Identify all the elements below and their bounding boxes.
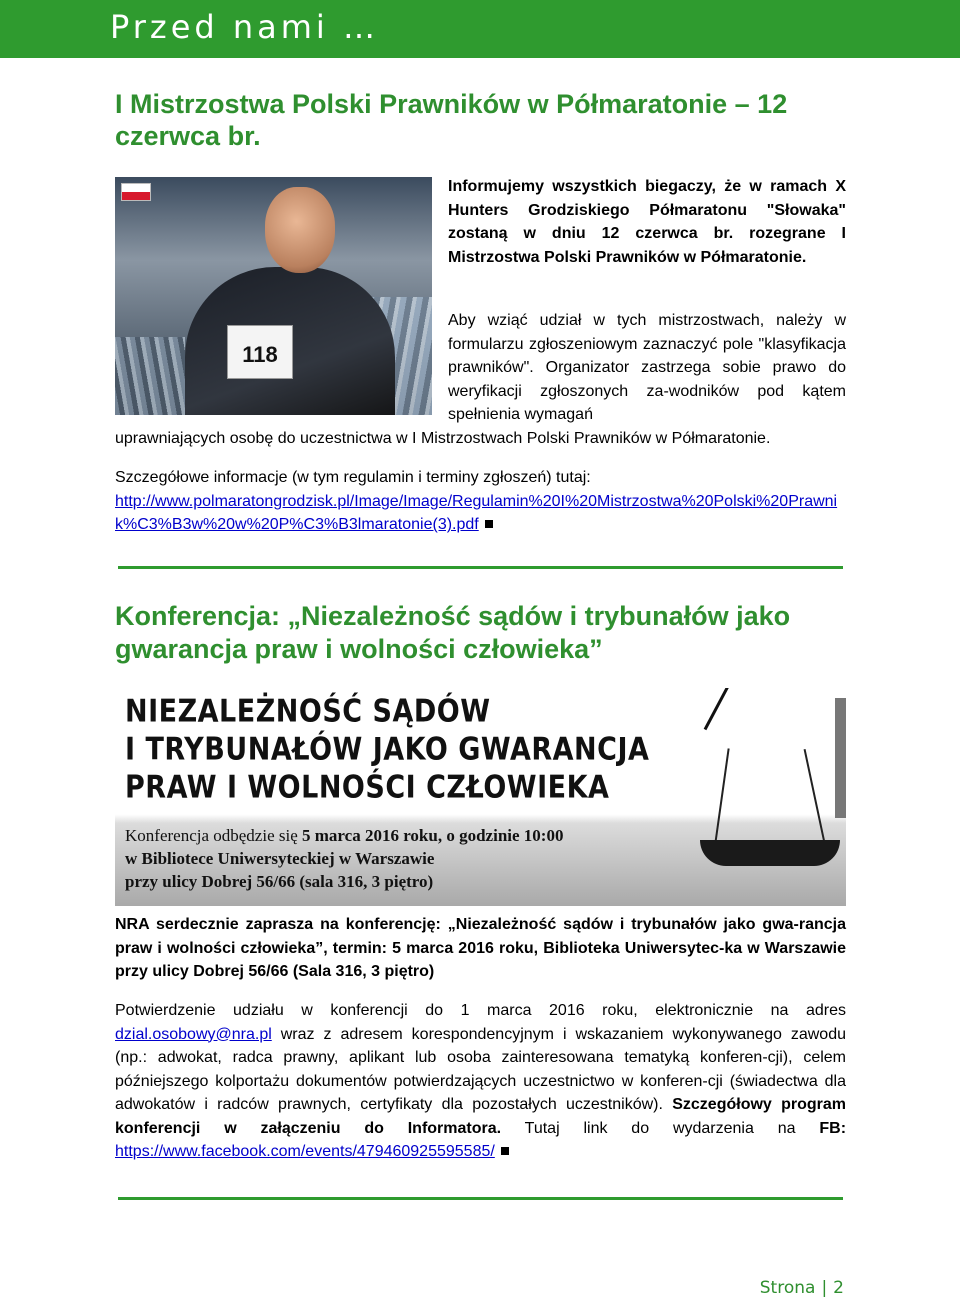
article1-intro: Informujemy wszystkich biegaczy, że w ramach X Hunters Grodziskiego Półmaratonu "Słowaka" zostaną w dniu 12 czerwca br. rozegrane I Mistrzostwa Polski Prawników w Półmaratonie. <box>448 178 846 266</box>
end-mark-icon <box>485 520 493 528</box>
page-header <box>0 0 960 58</box>
conference-confirmation: Potwierdzenie udziału w konferencji do 1 marca 2016 roku, elektronicznie na adres dzial.osobowy@nra.pl wraz z adresem korespondencyjnym i wskazaniem wykonywanego zawodu (np.: adwokat, radca prawny, aplikant lub osoba zainteresowana tematyką konferen-cji), celem późniejszego kolportażu dokumentów potwierdzających uczestnictwo w konferen-cji (świadectwa dla adwokatów i radców prawnych, certyfikaty dla pozostałych uczestników). Szczegółowy program konferencji w załączeniu do Informatora. Tutaj link do wydarzenia na FB: https://www.facebook.com/events/479460925595585/ <box>115 1002 847 1160</box>
article1-title: I Mistrzostwa Polski Prawników w Półmaratonie – 12 czerwca br. <box>115 89 788 151</box>
poster-line-2: I TRYBUNAŁÓW JAKO GWARANCJA <box>125 732 650 768</box>
poster-line-1: NIEZALEŻNOŚĆ SĄDÓW <box>125 694 491 730</box>
article1-paragraph-right: Aby wziąć udział w tych mistrzostwach, należy w formularzu zgłoszeniowym zaznaczyć pole "klasyfikacja prawników". Organizator zastrzega sobie prawo do weryfikacji zgłoszonych za-wodników pod kątem spełnienia wymagań <box>448 312 846 423</box>
regulamin-link[interactable]: http://www.polmaratongrodzisk.pl/Image/Image/Regulamin%20I%20Mistrzostwa%20Polski%20Prawnik%C3%B3w%20w%20P%C3%B3lmaratonie(3).pdf <box>115 492 838 533</box>
article1-details <box>115 466 846 537</box>
end-mark-icon <box>501 1147 509 1155</box>
poster-line-3: PRAW I WOLNOŚCI CZŁOWIEKA <box>125 770 610 806</box>
runner-photo <box>115 177 432 415</box>
poster-sub-3: przy ulicy Dobrej 56/66 (sala 316, 3 piętro) <box>125 872 434 891</box>
race-bib: 118 <box>227 325 293 379</box>
page-number: 2 <box>833 1278 844 1298</box>
footer-label: Strona <box>759 1278 816 1298</box>
conference-invite: NRA serdecznie zaprasza na konferencję: „Niezależność sądów i trybunałów jako gwa-rancja praw i wolności człowieka”, termin: 5 marca 2016 roku, Biblioteka Uniwersytec-ka w Warszawie przy ulicy Dobrej 56/66 (Sala 316, 3 piętro) <box>115 916 846 980</box>
facebook-event-link[interactable]: https://www.facebook.com/events/479460925595585/ <box>115 1143 495 1160</box>
article2-title: Konferencja: „Niezależność sądów i trybunałów jako gwarancja praw i wolności człowieka” <box>115 601 791 664</box>
email-link[interactable]: dzial.osobowy@nra.pl <box>115 1025 272 1043</box>
poster-sub-1: Konferencja odbędzie się 5 marca 2016 roku, o godzinie 10:00 <box>125 826 564 845</box>
page-footer: Strona | 2 <box>759 1278 844 1298</box>
article1-paragraph-full: uprawniających osobę do uczestnictwa w I Mistrzostwach Polski Prawników w Półmaratonie. <box>115 430 771 447</box>
section-divider-bottom <box>118 1197 843 1200</box>
polish-flag-icon <box>121 183 151 201</box>
scales-icon <box>704 688 777 730</box>
poster-sub-2: w Bibliotece Uniwersyteckiej w Warszawie <box>125 849 435 868</box>
conference-poster <box>115 688 846 906</box>
details-text: Szczegółowe informacje (w tym regulamin i terminy zgłoszeń) tutaj: <box>115 469 591 486</box>
header-title: Przed nami … <box>110 8 379 46</box>
section-divider <box>118 566 843 569</box>
